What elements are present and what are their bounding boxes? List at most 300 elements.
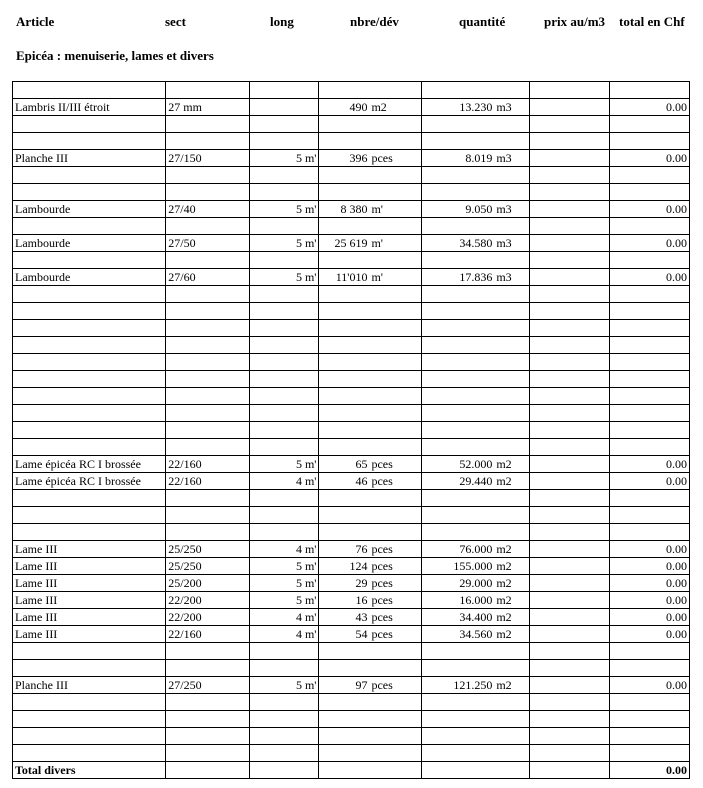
cell-long <box>250 133 319 150</box>
cell-prix <box>530 694 610 711</box>
cell-article <box>13 286 166 303</box>
cell-prix <box>530 286 610 303</box>
cell-prix <box>530 303 610 320</box>
cell-total <box>610 524 690 541</box>
table-row <box>13 728 690 745</box>
nbre-value: 76 <box>355 541 368 556</box>
cell-sect <box>166 303 250 320</box>
quantite-value: 29.000 <box>459 575 493 590</box>
cell-total <box>610 303 690 320</box>
quantite-unit: m3 <box>496 150 512 165</box>
cell-article: Lame épicéa RC I brossée <box>13 473 166 490</box>
cell-sect <box>166 286 250 303</box>
cell-long <box>250 167 319 184</box>
cell-sect <box>166 184 250 201</box>
cell-nbre <box>319 524 422 541</box>
nbre-unit: pces <box>371 592 393 607</box>
table-row <box>13 694 690 711</box>
cell-article <box>13 218 166 235</box>
cell-article: Lame III <box>13 609 166 626</box>
nbre-value: 490 <box>349 99 368 114</box>
quantite-unit: m2 <box>496 677 512 692</box>
cell-sect: 27/60 <box>166 269 250 286</box>
table-row <box>13 456 690 473</box>
table-row <box>13 626 690 643</box>
cell-total <box>610 320 690 337</box>
cell-quantite <box>422 558 530 575</box>
quantite-unit: m3 <box>496 201 512 216</box>
quantite-value: 76.000 <box>459 541 493 556</box>
cell-total: 0.00 <box>610 609 690 626</box>
table-row <box>13 99 690 116</box>
cell-total: 0.00 <box>610 626 690 643</box>
table-row <box>13 133 690 150</box>
cell-sect <box>166 337 250 354</box>
table-row <box>13 677 690 694</box>
cell-nbre <box>319 592 422 609</box>
cell-total: 0.00 <box>610 201 690 218</box>
cell-sect <box>166 524 250 541</box>
cell-total <box>610 422 690 439</box>
cell-sect: 27/150 <box>166 150 250 167</box>
table-row <box>13 82 690 99</box>
cell-prix <box>530 422 610 439</box>
cell-long: 4 m' <box>250 609 319 626</box>
cell-long <box>250 745 319 762</box>
table-row <box>13 286 690 303</box>
cell-prix <box>530 116 610 133</box>
nbre-value: 396 <box>349 150 368 165</box>
cell-nbre <box>319 320 422 337</box>
cell-article: Lambris II/III étroit <box>13 99 166 116</box>
table-row <box>13 609 690 626</box>
cell-nbre <box>319 286 422 303</box>
cell-quantite <box>422 490 530 507</box>
cell-nbre <box>319 473 422 490</box>
cell-total <box>610 82 690 99</box>
cell-article <box>13 694 166 711</box>
cell-long <box>250 405 319 422</box>
table-row <box>13 558 690 575</box>
cell-sect <box>166 728 250 745</box>
cell-quantite <box>422 405 530 422</box>
cell-total <box>610 133 690 150</box>
cell-quantite <box>422 694 530 711</box>
quantite-unit: m2 <box>496 626 512 641</box>
cell-article <box>13 167 166 184</box>
quantite-value: 16.000 <box>459 592 493 607</box>
cell-quantite <box>422 320 530 337</box>
cell-article <box>13 711 166 728</box>
cell-quantite <box>422 660 530 677</box>
quantite-value: 9.050 <box>465 201 493 216</box>
cell-article <box>13 660 166 677</box>
cell-nbre <box>319 660 422 677</box>
cell-sect: 25/250 <box>166 541 250 558</box>
cell-total <box>610 252 690 269</box>
cell-quantite <box>422 269 530 286</box>
cell-sect <box>166 745 250 762</box>
cell-article <box>13 184 166 201</box>
cell-prix <box>530 507 610 524</box>
cell-long: 5 m' <box>250 235 319 252</box>
quantite-unit: m2 <box>496 558 512 573</box>
cell-nbre <box>319 167 422 184</box>
cell-quantite <box>422 133 530 150</box>
cell-quantite <box>422 150 530 167</box>
cell-quantite <box>422 337 530 354</box>
cell-quantite <box>422 609 530 626</box>
cell-sect <box>166 694 250 711</box>
cell-prix <box>530 184 610 201</box>
table-row <box>13 269 690 286</box>
table-row <box>13 592 690 609</box>
table-row <box>13 660 690 677</box>
cell-total <box>610 694 690 711</box>
cell-prix <box>530 660 610 677</box>
cell-total <box>610 286 690 303</box>
cell-prix <box>530 626 610 643</box>
cell-long <box>250 711 319 728</box>
cell-total: 0.00 <box>610 541 690 558</box>
cell-sect <box>166 490 250 507</box>
cell-article <box>13 303 166 320</box>
cell-prix <box>530 201 610 218</box>
cell-total <box>610 439 690 456</box>
cell-prix <box>530 269 610 286</box>
cell-quantite <box>422 252 530 269</box>
cell-long <box>250 99 319 116</box>
cell-long <box>250 184 319 201</box>
cell-nbre <box>319 303 422 320</box>
cell-total <box>610 728 690 745</box>
cell-long: 5 m' <box>250 575 319 592</box>
cell-sect: 27/250 <box>166 677 250 694</box>
cell-article <box>13 643 166 660</box>
cell-prix <box>530 745 610 762</box>
cell-prix <box>530 490 610 507</box>
cell-total: 0.00 <box>610 473 690 490</box>
total-value: 0.00 <box>610 762 690 779</box>
cell-article: Lambourde <box>13 269 166 286</box>
cell-nbre <box>319 99 422 116</box>
cell-article <box>13 388 166 405</box>
nbre-unit: pces <box>371 677 393 692</box>
cell-nbre <box>319 558 422 575</box>
cell-prix <box>530 235 610 252</box>
cell-article: Lame III <box>13 541 166 558</box>
cell-article <box>13 252 166 269</box>
quantite-value: 34.580 <box>459 235 493 250</box>
cell-nbre <box>319 82 422 99</box>
cell-total: 0.00 <box>610 269 690 286</box>
cell-quantite <box>422 286 530 303</box>
cell-prix <box>530 252 610 269</box>
cell-sect <box>166 116 250 133</box>
cell-nbre <box>319 456 422 473</box>
cell-article: Planche III <box>13 677 166 694</box>
cell-sect <box>166 133 250 150</box>
cell-nbre <box>319 337 422 354</box>
cell-prix <box>530 150 610 167</box>
nbre-unit: pces <box>371 558 393 573</box>
cell-prix <box>530 82 610 99</box>
cell-long: 5 m' <box>250 456 319 473</box>
cell-article: Lambourde <box>13 201 166 218</box>
quantite-unit: m2 <box>496 473 512 488</box>
nbre-unit: m2 <box>371 99 387 114</box>
cell-prix <box>530 320 610 337</box>
cell-long: 5 m' <box>250 677 319 694</box>
cell-long: 5 m' <box>250 201 319 218</box>
cell-prix <box>530 337 610 354</box>
cell-prix <box>530 439 610 456</box>
cell-article: Lame III <box>13 626 166 643</box>
quantite-value: 121.250 <box>453 677 493 692</box>
cell-total <box>610 167 690 184</box>
total-label: Total divers <box>13 762 166 779</box>
cell-total <box>610 745 690 762</box>
cell-long <box>250 371 319 388</box>
cell-sect <box>166 82 250 99</box>
cell-quantite <box>422 711 530 728</box>
table-row <box>13 711 690 728</box>
cell-article <box>13 728 166 745</box>
cell-prix <box>530 167 610 184</box>
cell-sect <box>166 371 250 388</box>
cell-nbre <box>319 745 422 762</box>
cell-prix <box>530 218 610 235</box>
cell-total <box>610 711 690 728</box>
cell-article <box>13 439 166 456</box>
cell-long: 4 m' <box>250 541 319 558</box>
cell-long <box>250 82 319 99</box>
table-row <box>13 575 690 592</box>
cell-sect: 22/200 <box>166 592 250 609</box>
cell-article: Lame III <box>13 575 166 592</box>
section-title: Epicéa : menuiserie, lames et divers <box>16 48 214 63</box>
cell-article <box>13 745 166 762</box>
table-row <box>13 116 690 133</box>
cell-long <box>250 354 319 371</box>
cell-prix <box>530 405 610 422</box>
cell-quantite <box>422 473 530 490</box>
table-row <box>13 507 690 524</box>
cell-nbre <box>319 184 422 201</box>
table-row <box>13 473 690 490</box>
header-sect: sect <box>165 14 186 29</box>
cell-nbre <box>319 388 422 405</box>
cell-nbre <box>319 643 422 660</box>
total-row <box>13 762 690 779</box>
cell-long: 5 m' <box>250 592 319 609</box>
nbre-value: 8 380 <box>340 201 368 216</box>
cell-long: 5 m' <box>250 558 319 575</box>
cell-sect <box>166 405 250 422</box>
nbre-unit: pces <box>371 473 393 488</box>
cell-quantite <box>422 626 530 643</box>
cell-sect <box>166 320 250 337</box>
cell-quantite <box>422 303 530 320</box>
cell-prix <box>530 473 610 490</box>
table-row <box>13 320 690 337</box>
cell-prix <box>530 371 610 388</box>
cell-quantite <box>422 235 530 252</box>
table-row <box>13 371 690 388</box>
cell-quantite <box>422 99 530 116</box>
cell-nbre <box>319 575 422 592</box>
nbre-value: 16 <box>355 592 368 607</box>
cell-total <box>610 354 690 371</box>
cell-sect: 25/250 <box>166 558 250 575</box>
cell-long <box>250 218 319 235</box>
cell-prix <box>530 762 610 779</box>
quantite-unit: m3 <box>496 99 512 114</box>
cell-sect <box>166 660 250 677</box>
nbre-value: 54 <box>355 626 368 641</box>
cell-long: 4 m' <box>250 626 319 643</box>
cell-prix <box>530 388 610 405</box>
quantite-value: 17.836 <box>459 269 493 284</box>
table-row <box>13 745 690 762</box>
cell-sect <box>166 388 250 405</box>
quantite-unit: m2 <box>496 575 512 590</box>
cell-total <box>610 405 690 422</box>
quantite-value: 8.019 <box>465 150 493 165</box>
table-row <box>13 167 690 184</box>
cell-nbre <box>319 626 422 643</box>
nbre-unit: pces <box>371 456 393 471</box>
cell-quantite <box>422 371 530 388</box>
cell-prix <box>530 677 610 694</box>
nbre-unit: m' <box>371 201 383 216</box>
cell-total <box>610 490 690 507</box>
quantite-unit: m3 <box>496 269 512 284</box>
table-row <box>13 235 690 252</box>
cell-long <box>250 422 319 439</box>
cell-quantite <box>422 167 530 184</box>
cell-sect <box>166 167 250 184</box>
cell-total <box>610 507 690 524</box>
cell-quantite <box>422 541 530 558</box>
price-table <box>12 81 690 779</box>
cell-long <box>250 643 319 660</box>
cell-quantite <box>422 422 530 439</box>
table-row <box>13 303 690 320</box>
nbre-unit: pces <box>371 626 393 641</box>
quantite-unit: m2 <box>496 609 512 624</box>
quantite-value: 34.400 <box>459 609 493 624</box>
cell-article <box>13 507 166 524</box>
cell-long <box>250 439 319 456</box>
table-row <box>13 422 690 439</box>
table-row <box>13 218 690 235</box>
cell-quantite <box>422 388 530 405</box>
cell-quantite <box>422 218 530 235</box>
header-quantite: quantité <box>459 14 506 29</box>
quantite-value: 13.230 <box>459 99 493 114</box>
table-row <box>13 201 690 218</box>
cell-article <box>13 405 166 422</box>
table-row <box>13 150 690 167</box>
cell-article <box>13 524 166 541</box>
table-row <box>13 184 690 201</box>
cell-long <box>250 762 319 779</box>
cell-prix <box>530 524 610 541</box>
cell-sect: 22/160 <box>166 456 250 473</box>
cell-quantite <box>422 354 530 371</box>
cell-article <box>13 371 166 388</box>
cell-nbre <box>319 201 422 218</box>
cell-long <box>250 490 319 507</box>
cell-long <box>250 660 319 677</box>
cell-quantite <box>422 116 530 133</box>
cell-prix <box>530 711 610 728</box>
header-prix: prix au/m3 <box>544 14 606 29</box>
cell-quantite <box>422 592 530 609</box>
cell-prix <box>530 609 610 626</box>
cell-quantite <box>422 201 530 218</box>
cell-total: 0.00 <box>610 99 690 116</box>
cell-prix <box>530 99 610 116</box>
header-total: total en Chf <box>619 14 685 29</box>
cell-nbre <box>319 422 422 439</box>
cell-long: 5 m' <box>250 269 319 286</box>
cell-article <box>13 337 166 354</box>
cell-quantite <box>422 728 530 745</box>
header-nbre-dev: nbre/dév <box>350 14 399 29</box>
cell-article: Lambourde <box>13 235 166 252</box>
cell-prix <box>530 592 610 609</box>
cell-nbre <box>319 405 422 422</box>
cell-long <box>250 388 319 405</box>
cell-nbre <box>319 235 422 252</box>
cell-quantite <box>422 524 530 541</box>
cell-nbre <box>319 762 422 779</box>
cell-prix <box>530 728 610 745</box>
cell-nbre <box>319 728 422 745</box>
cell-article <box>13 133 166 150</box>
cell-quantite <box>422 677 530 694</box>
quantite-value: 52.000 <box>459 456 493 471</box>
cell-long <box>250 728 319 745</box>
cell-total <box>610 660 690 677</box>
table-row <box>13 524 690 541</box>
cell-total <box>610 116 690 133</box>
cell-sect: 27/40 <box>166 201 250 218</box>
table-row <box>13 405 690 422</box>
cell-prix <box>530 541 610 558</box>
table-row <box>13 643 690 660</box>
cell-long <box>250 694 319 711</box>
cell-quantite <box>422 82 530 99</box>
nbre-unit: pces <box>371 150 393 165</box>
cell-article: Lame III <box>13 592 166 609</box>
cell-article: Planche III <box>13 150 166 167</box>
cell-sect: 22/160 <box>166 473 250 490</box>
cell-total: 0.00 <box>610 677 690 694</box>
header-long: long <box>270 14 294 29</box>
nbre-value: 65 <box>355 456 368 471</box>
cell-total <box>610 218 690 235</box>
table-row <box>13 439 690 456</box>
cell-total: 0.00 <box>610 150 690 167</box>
cell-sect <box>166 711 250 728</box>
nbre-unit: m' <box>371 235 383 250</box>
cell-sect <box>166 252 250 269</box>
cell-prix <box>530 354 610 371</box>
nbre-value: 11'010 <box>335 269 368 284</box>
